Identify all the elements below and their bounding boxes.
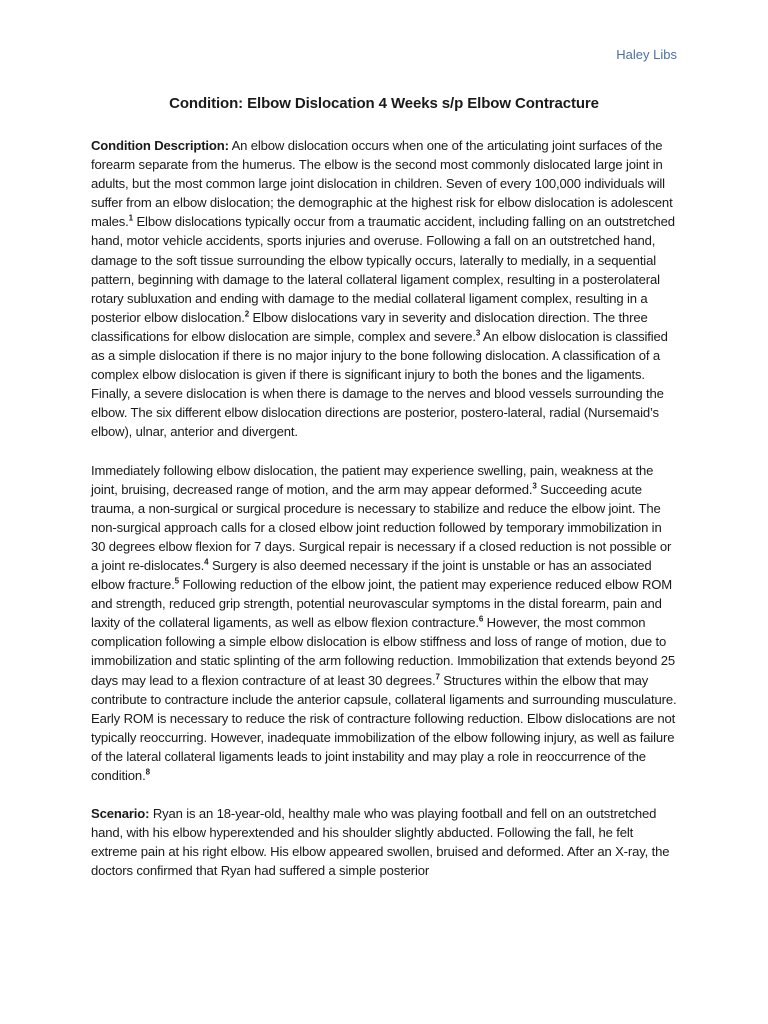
document-title: Condition: Elbow Dislocation 4 Weeks s/p Elbow Contracture [169,95,599,112]
citation-ref: 8 [145,767,150,777]
scenario-label: Scenario: [91,806,150,822]
author-name: Haley Libs [616,47,677,62]
paragraph-text: Surgery is also deemed necessary if the joint is unstable or has an associated elbow fracture. [91,557,652,593]
paragraph-text: Elbow dislocations vary in severity and dislocation direction. The three classifications for elbow dislocation are simple, complex and severe. [91,309,648,344]
paragraph-text: However, the most common complication following a simple elbow dislocation is elbow stiffness and loss of range of motion, due to immobilization and static splinting of the arm following reduction. Immobilization that extends beyond 25 days may lead to a flexion contracture of at least 30 degrees. [91,615,675,688]
citation-ref: 2 [244,309,250,319]
citation-ref: 4 [204,557,209,567]
document-body [91,136,677,899]
citation-ref: 6 [478,614,484,624]
paragraph-text: Following reduction of the elbow joint, the patient may experience reduced elbow ROM and strength, reduced grip strength, potential neurovascular symptoms in the distal forearm, pain and laxity of the collateral ligaments, as well as elbow flexion contracture. [91,577,673,631]
paragraph-text: Immediately following elbow dislocation, the patient may experience swelling, pain, weakness at the joint, bruising, decreased range of motion, and the arm may appear deformed. [91,462,654,497]
paragraph-text: Succeeding acute trauma, a non-surgical or surgical procedure is necessary to stabilize and reduce the elbow joint. The non-surgical approach calls for a closed elbow joint reduction followed by temporary immobilization in 30 degrees elbow flexion for 7 days. Surgical repair is necessary if a closed reduction is not possible or a joint re-dislocates. [91,481,672,573]
paragraph-text: Ryan is an 18-year-old, healthy male who was playing football and fell on an outstretched hand, with his elbow hyperextended and his shoulder slightly abducted. Following the fall, he felt extreme pain at his right elbow. His elbow appeared swollen, bruised and deformed. After an X-ray, the doctors confirmed that Ryan had suffered a simple posterior [91,806,670,879]
paragraph-text: Elbow dislocations typically occur from a traumatic accident, including falling on an outstretched hand, motor vehicle accidents, sports injuries and overuse. Following a fall on an outstretched hand, damage to the soft tissue surrounding the elbow typically occurs, laterally to medially, in a sequential pattern, beginning with damage to the lateral collateral ligament complex, resulting in a posterolateral rotary subluxation and ending with damage to the medial collateral ligament complex, resulting in a posterior elbow dislocation. [91,214,675,325]
paragraph-text: An elbow dislocation occurs when one of the articulating joint surfaces of the forearm separate from the humerus. The elbow is the second most commonly dislocated large joint in adults, but the most common large joint dislocation in children. Seven of every 100,000 individuals will suffer from an elbow dislocation; the demographic at the highest risk for elbow dislocation is adolescent males. [91,138,673,230]
paragraph-scenario [91,804,677,880]
citation-ref: 1 [128,214,133,224]
citation-ref: 3 [475,328,481,338]
citation-ref: 5 [174,576,179,586]
condition-description-label: Condition Description: [91,138,229,153]
paragraph-condition-description [91,136,677,442]
paragraph-text: Structures within the elbow that may contribute to contracture include the anterior capsule, collateral ligaments and surrounding musculature. Early ROM is necessary to reduce the risk of contracture following reduction. Elbow dislocations are not typically reoccurring. However, inadequate immobilization of the elbow following injury, as well as failure of the lateral collateral ligaments leads to joint instability and may play a role in reoccurrence of the condition. [91,672,677,783]
paragraph-text: An elbow dislocation is classified as a simple dislocation if there is no major injury to the bone following dislocation. A classification of a complex elbow dislocation is given if there is significant injury to both the bones and the ligaments. Finally, a severe dislocation is when there is damage to the nerves and blood vessels surrounding the elbow. The six different elbow dislocation directions are posterior, postero-lateral, radial (Nursemaid’s elbow), ulnar, anterior and divergent. [91,328,668,440]
citation-ref: 7 [435,672,440,682]
paragraph-treatment [91,461,677,786]
citation-ref: 3 [532,481,537,491]
